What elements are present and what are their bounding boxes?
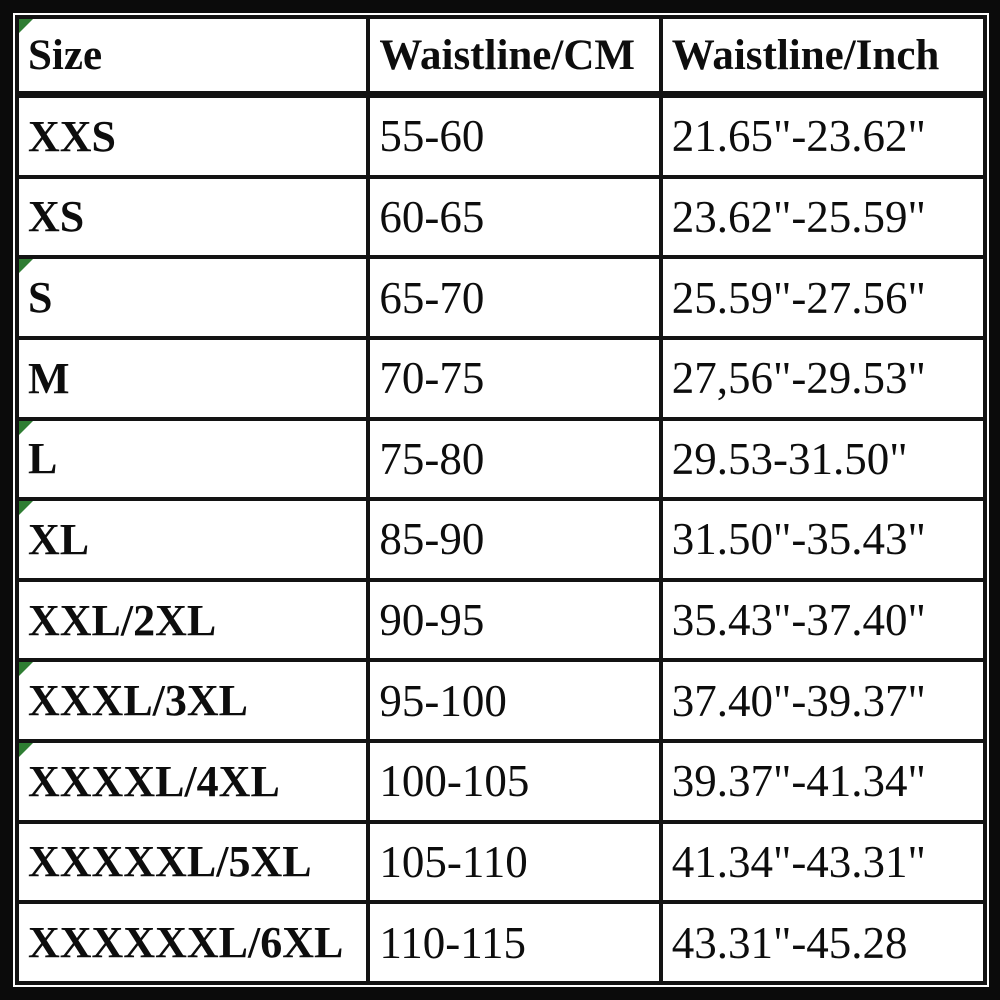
waistline-cm-cell <box>368 338 660 419</box>
size-cell <box>17 95 368 177</box>
size-label: S <box>28 273 53 323</box>
waistline-cm-cell <box>368 499 660 580</box>
waistline-cm-cell <box>368 660 660 741</box>
size-label: XXS <box>28 111 117 161</box>
waistline-cm-value: 100-105 <box>379 756 530 807</box>
waistline-cm-value: 75-80 <box>379 433 485 484</box>
waistline-inch-value: 37.40"-39.37" <box>671 675 926 726</box>
waistline-cm-value: 105-110 <box>379 836 528 887</box>
waistline-inch-value: 23.62"-25.59" <box>671 191 926 242</box>
table-row <box>17 177 985 258</box>
waistline-cm-cell <box>368 177 660 258</box>
waistline-inch-cell <box>661 580 985 661</box>
table-row <box>17 580 985 661</box>
waistline-inch-cell <box>661 95 985 177</box>
header-label-waistline-cm: Waistline/CM <box>379 31 635 79</box>
waistline-cm-cell <box>368 902 660 983</box>
waistline-cm-cell <box>368 822 660 903</box>
size-label: XXXL/3XL <box>28 676 249 726</box>
waistline-inch-value: 39.37"-41.34" <box>671 756 926 807</box>
header-cell-waistline-inch <box>661 17 985 95</box>
size-label: XXL/2XL <box>28 595 217 645</box>
size-label: L <box>28 434 58 484</box>
cell-corner-marker-icon <box>19 501 33 515</box>
header-cell-waistline-cm <box>368 17 660 95</box>
size-label: XS <box>28 192 85 242</box>
header-label-waistline-inch: Waistline/Inch <box>671 31 940 79</box>
size-cell <box>17 580 368 661</box>
waistline-inch-cell <box>661 660 985 741</box>
waistline-cm-cell <box>368 419 660 500</box>
waistline-inch-value: 25.59"-27.56" <box>671 272 926 323</box>
waistline-cm-value: 65-70 <box>379 272 485 323</box>
size-cell <box>17 902 368 983</box>
table-row <box>17 660 985 741</box>
waistline-cm-value: 95-100 <box>379 675 507 726</box>
waistline-cm-value: 55-60 <box>379 111 485 162</box>
waistline-inch-cell <box>661 177 985 258</box>
waistline-cm-value: 60-65 <box>379 191 485 242</box>
waistline-inch-value: 27,56"-29.53" <box>671 353 926 404</box>
size-cell <box>17 822 368 903</box>
table-row <box>17 499 985 580</box>
table-row <box>17 95 985 177</box>
table-header <box>17 17 985 95</box>
waistline-inch-cell <box>661 419 985 500</box>
header-cell-size <box>17 17 368 95</box>
waistline-cm-cell <box>368 95 660 177</box>
waistline-inch-value: 35.43"-37.40" <box>671 595 926 646</box>
waistline-inch-value: 31.50"-35.43" <box>671 514 926 565</box>
table-row <box>17 822 985 903</box>
waistline-inch-cell <box>661 257 985 338</box>
size-cell <box>17 257 368 338</box>
waistline-cm-value: 70-75 <box>379 353 485 404</box>
waistline-inch-cell <box>661 499 985 580</box>
waistline-cm-value: 110-115 <box>379 917 527 968</box>
waistline-inch-cell <box>661 741 985 822</box>
waistline-cm-value: 90-95 <box>379 595 485 646</box>
header-row <box>17 17 985 95</box>
waistline-inch-value: 43.31"-45.28 <box>671 917 908 968</box>
size-cell <box>17 660 368 741</box>
size-label: XXXXXXL/6XL <box>28 918 344 968</box>
table-row <box>17 419 985 500</box>
cell-corner-marker-icon <box>19 662 33 676</box>
waistline-inch-value: 21.65"-23.62" <box>671 111 926 162</box>
cell-corner-marker-icon <box>19 743 33 757</box>
waistline-inch-cell <box>661 902 985 983</box>
waistline-cm-cell <box>368 257 660 338</box>
waistline-inch-value: 29.53-31.50" <box>671 433 908 484</box>
cell-corner-marker-icon <box>19 259 33 273</box>
size-label: XL <box>28 514 90 564</box>
waistline-inch-cell <box>661 822 985 903</box>
waistline-cm-cell <box>368 741 660 822</box>
waistline-cm-cell <box>368 580 660 661</box>
table-row <box>17 902 985 983</box>
table-body <box>17 95 985 984</box>
waistline-inch-cell <box>661 338 985 419</box>
table-row <box>17 741 985 822</box>
table-row <box>17 257 985 338</box>
size-cell <box>17 338 368 419</box>
waistline-cm-value: 85-90 <box>379 514 485 565</box>
size-chart-table <box>15 15 987 985</box>
table-row <box>17 338 985 419</box>
cell-corner-marker-icon <box>19 421 33 435</box>
size-label: XXXXXL/5XL <box>28 837 312 887</box>
size-cell <box>17 419 368 500</box>
size-label: M <box>28 353 70 403</box>
size-cell <box>17 499 368 580</box>
size-cell <box>17 741 368 822</box>
size-cell <box>17 177 368 258</box>
waistline-inch-value: 41.34"-43.31" <box>671 836 926 887</box>
size-label: XXXXL/4XL <box>28 756 280 806</box>
header-label-size: Size <box>28 31 103 79</box>
size-chart <box>13 13 989 987</box>
